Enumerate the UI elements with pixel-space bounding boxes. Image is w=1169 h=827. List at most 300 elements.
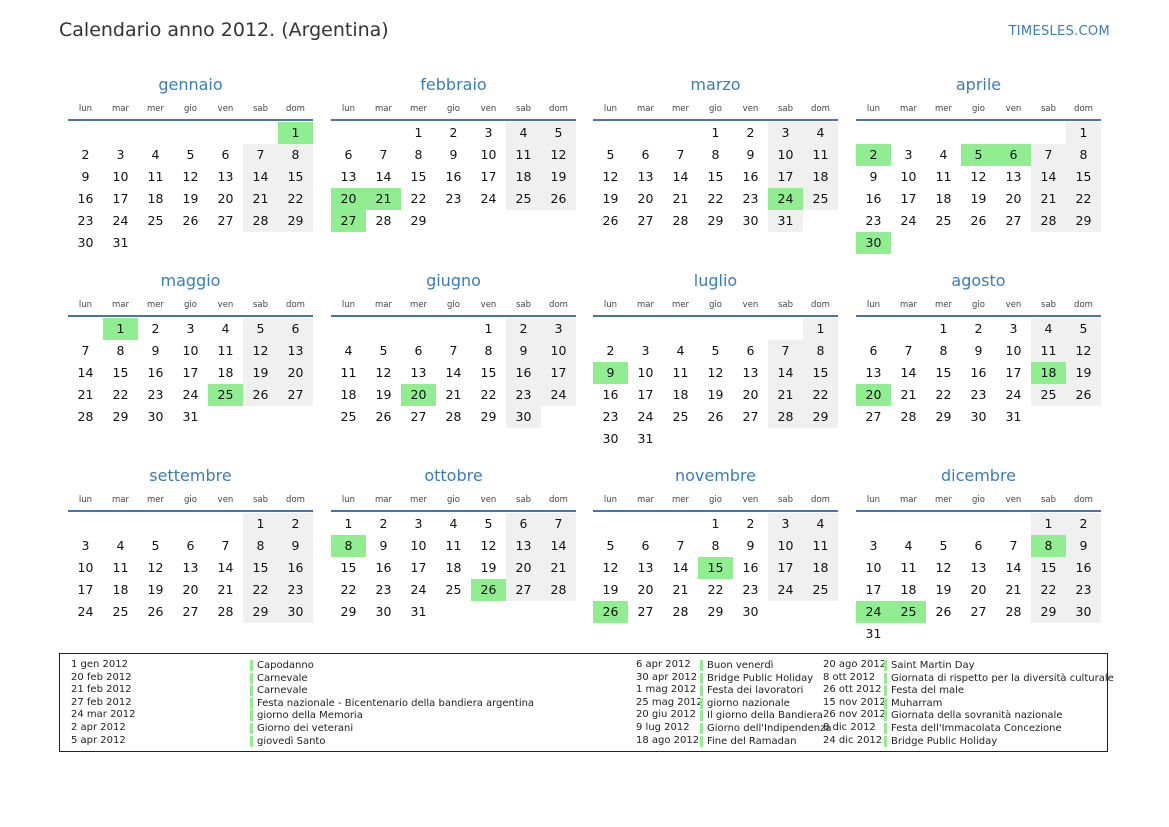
day-cell[interactable]: 3 bbox=[414, 516, 423, 531]
day-cell[interactable]: 1 bbox=[803, 318, 838, 340]
day-cell[interactable]: 26 bbox=[1066, 384, 1101, 406]
day-cell[interactable]: 11 bbox=[935, 169, 952, 184]
day-cell[interactable]: 15 bbox=[243, 557, 278, 579]
day-cell[interactable]: 2 bbox=[746, 125, 755, 140]
day-cell[interactable]: 10 bbox=[410, 538, 427, 553]
day-cell[interactable]: 18 bbox=[900, 582, 917, 597]
day-cell[interactable]: 31 bbox=[768, 210, 803, 232]
day-cell[interactable]: 21 bbox=[217, 582, 234, 597]
day-cell[interactable]: 31 bbox=[637, 431, 654, 446]
day-cell[interactable]: 14 bbox=[541, 535, 576, 557]
day-cell[interactable]: 2 bbox=[974, 321, 983, 336]
day-cell[interactable]: 5 bbox=[243, 318, 278, 340]
day-cell[interactable]: 13 bbox=[1005, 169, 1022, 184]
day-cell[interactable]: 4 bbox=[676, 343, 685, 358]
day-cell[interactable]: 29 bbox=[935, 409, 952, 424]
day-cell[interactable]: 18 bbox=[112, 582, 129, 597]
day-cell[interactable]: 7 bbox=[541, 513, 576, 535]
day-cell[interactable]: 23 bbox=[1066, 579, 1101, 601]
day-cell[interactable]: 16 bbox=[970, 365, 987, 380]
day-cell[interactable]: 17 bbox=[410, 560, 427, 575]
day-cell[interactable]: 28 bbox=[672, 604, 689, 619]
day-cell[interactable]: 8 bbox=[116, 343, 125, 358]
day-cell[interactable]: 10 bbox=[1005, 343, 1022, 358]
day-cell[interactable]: 2 bbox=[81, 147, 90, 162]
day-cell[interactable]: 10 bbox=[637, 365, 654, 380]
day-cell[interactable]: 21 bbox=[900, 387, 917, 402]
day-cell[interactable]: 17 bbox=[637, 387, 654, 402]
day-cell[interactable]: 16 bbox=[278, 557, 313, 579]
day-cell[interactable]: 23 bbox=[970, 387, 987, 402]
day-cell[interactable]: 8 bbox=[243, 535, 278, 557]
day-cell[interactable]: 7 bbox=[676, 538, 685, 553]
day-cell[interactable]: 26 bbox=[935, 604, 952, 619]
day-cell[interactable]: 21 bbox=[672, 191, 689, 206]
day-cell[interactable]: 25 bbox=[672, 409, 689, 424]
day-cell[interactable]: 25 bbox=[208, 384, 243, 406]
day-cell[interactable]: 14 bbox=[900, 365, 917, 380]
day-cell[interactable]: 29 bbox=[803, 406, 838, 428]
day-cell[interactable]: 14 bbox=[672, 169, 689, 184]
day-cell[interactable]: 7 bbox=[243, 144, 278, 166]
day-cell[interactable]: 29 bbox=[707, 604, 724, 619]
day-cell[interactable]: 28 bbox=[445, 409, 462, 424]
day-cell[interactable]: 8 bbox=[1066, 144, 1101, 166]
day-cell[interactable]: 25 bbox=[803, 579, 838, 601]
day-cell[interactable]: 27 bbox=[970, 604, 987, 619]
day-cell[interactable]: 17 bbox=[900, 191, 917, 206]
day-cell[interactable]: 21 bbox=[366, 188, 401, 210]
day-cell[interactable]: 5 bbox=[711, 343, 720, 358]
day-cell[interactable]: 8 bbox=[484, 343, 493, 358]
day-cell[interactable]: 18 bbox=[672, 387, 689, 402]
day-cell[interactable]: 12 bbox=[147, 560, 164, 575]
day-cell[interactable]: 3 bbox=[1009, 321, 1018, 336]
day-cell[interactable]: 24 bbox=[1005, 387, 1022, 402]
day-cell[interactable]: 18 bbox=[935, 191, 952, 206]
day-cell[interactable]: 24 bbox=[77, 604, 94, 619]
day-cell[interactable]: 11 bbox=[112, 560, 129, 575]
day-cell[interactable]: 5 bbox=[606, 538, 615, 553]
day-cell[interactable]: 26 bbox=[182, 213, 199, 228]
day-cell[interactable]: 25 bbox=[1031, 384, 1066, 406]
day-cell[interactable]: 20 bbox=[856, 384, 891, 406]
day-cell[interactable]: 9 bbox=[151, 343, 160, 358]
day-cell[interactable]: 6 bbox=[869, 343, 878, 358]
day-cell[interactable]: 20 bbox=[742, 387, 759, 402]
day-cell[interactable]: 31 bbox=[112, 235, 129, 250]
day-cell[interactable]: 16 bbox=[1066, 557, 1101, 579]
day-cell[interactable]: 27 bbox=[331, 210, 366, 232]
day-cell[interactable]: 29 bbox=[410, 213, 427, 228]
day-cell[interactable]: 19 bbox=[602, 191, 619, 206]
day-cell[interactable]: 12 bbox=[1066, 340, 1101, 362]
day-cell[interactable]: 16 bbox=[602, 387, 619, 402]
day-cell[interactable]: 20 bbox=[331, 188, 366, 210]
day-cell[interactable]: 13 bbox=[637, 169, 654, 184]
day-cell[interactable]: 13 bbox=[217, 169, 234, 184]
day-cell[interactable]: 29 bbox=[480, 409, 497, 424]
day-cell[interactable]: 18 bbox=[445, 560, 462, 575]
day-cell[interactable]: 4 bbox=[116, 538, 125, 553]
day-cell[interactable]: 9 bbox=[449, 147, 458, 162]
day-cell[interactable]: 1 bbox=[243, 513, 278, 535]
day-cell[interactable]: 15 bbox=[935, 365, 952, 380]
day-cell[interactable]: 25 bbox=[445, 582, 462, 597]
day-cell[interactable]: 6 bbox=[996, 144, 1031, 166]
day-cell[interactable]: 30 bbox=[77, 235, 94, 250]
day-cell[interactable]: 18 bbox=[506, 166, 541, 188]
day-cell[interactable]: 9 bbox=[593, 362, 628, 384]
day-cell[interactable]: 20 bbox=[637, 582, 654, 597]
day-cell[interactable]: 27 bbox=[637, 604, 654, 619]
day-cell[interactable]: 23 bbox=[742, 582, 759, 597]
day-cell[interactable]: 10 bbox=[480, 147, 497, 162]
day-cell[interactable]: 2 bbox=[506, 318, 541, 340]
day-cell[interactable]: 2 bbox=[606, 343, 615, 358]
day-cell[interactable]: 15 bbox=[1031, 557, 1066, 579]
day-cell[interactable]: 3 bbox=[768, 122, 803, 144]
day-cell[interactable]: 27 bbox=[742, 409, 759, 424]
day-cell[interactable]: 22 bbox=[1066, 188, 1101, 210]
day-cell[interactable]: 15 bbox=[480, 365, 497, 380]
day-cell[interactable]: 13 bbox=[340, 169, 357, 184]
day-cell[interactable]: 10 bbox=[768, 535, 803, 557]
day-cell[interactable]: 15 bbox=[803, 362, 838, 384]
day-cell[interactable]: 12 bbox=[375, 365, 392, 380]
day-cell[interactable]: 17 bbox=[1005, 365, 1022, 380]
day-cell[interactable]: 19 bbox=[541, 166, 576, 188]
day-cell[interactable]: 28 bbox=[375, 213, 392, 228]
day-cell[interactable]: 4 bbox=[344, 343, 353, 358]
day-cell[interactable]: 4 bbox=[221, 321, 230, 336]
day-cell[interactable]: 7 bbox=[1009, 538, 1018, 553]
day-cell[interactable]: 29 bbox=[278, 210, 313, 232]
day-cell[interactable]: 24 bbox=[768, 188, 803, 210]
day-cell[interactable]: 20 bbox=[1005, 191, 1022, 206]
day-cell[interactable]: 11 bbox=[672, 365, 689, 380]
day-cell[interactable]: 9 bbox=[746, 147, 755, 162]
day-cell[interactable]: 7 bbox=[676, 147, 685, 162]
day-cell[interactable]: 6 bbox=[221, 147, 230, 162]
day-cell[interactable]: 21 bbox=[672, 582, 689, 597]
day-cell[interactable]: 16 bbox=[445, 169, 462, 184]
day-cell[interactable]: 25 bbox=[147, 213, 164, 228]
day-cell[interactable]: 13 bbox=[865, 365, 882, 380]
day-cell[interactable]: 10 bbox=[900, 169, 917, 184]
day-cell[interactable]: 27 bbox=[182, 604, 199, 619]
day-cell[interactable]: 19 bbox=[147, 582, 164, 597]
day-cell[interactable]: 17 bbox=[480, 169, 497, 184]
day-cell[interactable]: 27 bbox=[278, 384, 313, 406]
day-cell[interactable]: 19 bbox=[480, 560, 497, 575]
day-cell[interactable]: 1 bbox=[711, 125, 720, 140]
day-cell[interactable]: 27 bbox=[410, 409, 427, 424]
day-cell[interactable]: 15 bbox=[707, 169, 724, 184]
day-cell[interactable]: 16 bbox=[865, 191, 882, 206]
day-cell[interactable]: 29 bbox=[1066, 210, 1101, 232]
day-cell[interactable]: 7 bbox=[221, 538, 230, 553]
day-cell[interactable]: 8 bbox=[414, 147, 423, 162]
day-cell[interactable]: 19 bbox=[935, 582, 952, 597]
day-cell[interactable]: 17 bbox=[541, 362, 576, 384]
day-cell[interactable]: 9 bbox=[81, 169, 90, 184]
day-cell[interactable]: 1 bbox=[939, 321, 948, 336]
day-cell[interactable]: 23 bbox=[602, 409, 619, 424]
day-cell[interactable]: 30 bbox=[742, 213, 759, 228]
day-cell[interactable]: 5 bbox=[1066, 318, 1101, 340]
day-cell[interactable]: 19 bbox=[970, 191, 987, 206]
day-cell[interactable]: 28 bbox=[217, 604, 234, 619]
day-cell[interactable]: 4 bbox=[449, 516, 458, 531]
day-cell[interactable]: 12 bbox=[182, 169, 199, 184]
day-cell[interactable]: 30 bbox=[742, 604, 759, 619]
day-cell[interactable]: 11 bbox=[900, 560, 917, 575]
day-cell[interactable]: 6 bbox=[414, 343, 423, 358]
day-cell[interactable]: 30 bbox=[1066, 601, 1101, 623]
day-cell[interactable]: 24 bbox=[768, 579, 803, 601]
day-cell[interactable]: 3 bbox=[869, 538, 878, 553]
day-cell[interactable]: 16 bbox=[375, 560, 392, 575]
day-cell[interactable]: 18 bbox=[340, 387, 357, 402]
day-cell[interactable]: 5 bbox=[939, 538, 948, 553]
day-cell[interactable]: 24 bbox=[480, 191, 497, 206]
day-cell[interactable]: 4 bbox=[803, 122, 838, 144]
day-cell[interactable]: 26 bbox=[471, 579, 506, 601]
day-cell[interactable]: 6 bbox=[278, 318, 313, 340]
day-cell[interactable]: 19 bbox=[243, 362, 278, 384]
day-cell[interactable]: 22 bbox=[112, 387, 129, 402]
day-cell[interactable]: 14 bbox=[1031, 166, 1066, 188]
day-cell[interactable]: 12 bbox=[602, 169, 619, 184]
day-cell[interactable]: 31 bbox=[410, 604, 427, 619]
day-cell[interactable]: 23 bbox=[445, 191, 462, 206]
day-cell[interactable]: 23 bbox=[147, 387, 164, 402]
day-cell[interactable]: 23 bbox=[278, 579, 313, 601]
day-cell[interactable]: 12 bbox=[480, 538, 497, 553]
day-cell[interactable]: 17 bbox=[77, 582, 94, 597]
day-cell[interactable]: 22 bbox=[480, 387, 497, 402]
day-cell[interactable]: 30 bbox=[147, 409, 164, 424]
day-cell[interactable]: 21 bbox=[541, 557, 576, 579]
day-cell[interactable]: 2 bbox=[449, 125, 458, 140]
day-cell[interactable]: 17 bbox=[112, 191, 129, 206]
day-cell[interactable]: 12 bbox=[243, 340, 278, 362]
day-cell[interactable]: 1 bbox=[414, 125, 423, 140]
day-cell[interactable]: 28 bbox=[768, 406, 803, 428]
day-cell[interactable]: 18 bbox=[803, 166, 838, 188]
day-cell[interactable]: 14 bbox=[77, 365, 94, 380]
day-cell[interactable]: 27 bbox=[217, 213, 234, 228]
day-cell[interactable]: 31 bbox=[865, 626, 882, 641]
day-cell[interactable]: 22 bbox=[1031, 579, 1066, 601]
day-cell[interactable]: 26 bbox=[602, 213, 619, 228]
day-cell[interactable]: 26 bbox=[243, 384, 278, 406]
day-cell[interactable]: 30 bbox=[375, 604, 392, 619]
day-cell[interactable]: 19 bbox=[375, 387, 392, 402]
day-cell[interactable]: 2 bbox=[278, 513, 313, 535]
day-cell[interactable]: 28 bbox=[1005, 604, 1022, 619]
day-cell[interactable]: 9 bbox=[974, 343, 983, 358]
day-cell[interactable]: 16 bbox=[742, 169, 759, 184]
day-cell[interactable]: 14 bbox=[243, 166, 278, 188]
day-cell[interactable]: 22 bbox=[340, 582, 357, 597]
day-cell[interactable]: 13 bbox=[742, 365, 759, 380]
day-cell[interactable]: 8 bbox=[939, 343, 948, 358]
day-cell[interactable]: 6 bbox=[746, 343, 755, 358]
day-cell[interactable]: 6 bbox=[641, 538, 650, 553]
day-cell[interactable]: 18 bbox=[1031, 362, 1066, 384]
day-cell[interactable]: 21 bbox=[243, 188, 278, 210]
day-cell[interactable]: 9 bbox=[278, 535, 313, 557]
day-cell[interactable]: 15 bbox=[340, 560, 357, 575]
day-cell[interactable]: 1 bbox=[344, 516, 353, 531]
day-cell[interactable]: 22 bbox=[243, 579, 278, 601]
day-cell[interactable]: 20 bbox=[506, 557, 541, 579]
day-cell[interactable]: 1 bbox=[711, 516, 720, 531]
day-cell[interactable]: 20 bbox=[182, 582, 199, 597]
day-cell[interactable]: 15 bbox=[278, 166, 313, 188]
day-cell[interactable]: 18 bbox=[803, 557, 838, 579]
day-cell[interactable]: 6 bbox=[974, 538, 983, 553]
day-cell[interactable]: 23 bbox=[865, 213, 882, 228]
day-cell[interactable]: 29 bbox=[1031, 601, 1066, 623]
day-cell[interactable]: 11 bbox=[803, 535, 838, 557]
day-cell[interactable]: 1 bbox=[1031, 513, 1066, 535]
day-cell[interactable]: 30 bbox=[602, 431, 619, 446]
day-cell[interactable]: 19 bbox=[707, 387, 724, 402]
day-cell[interactable]: 30 bbox=[278, 601, 313, 623]
day-cell[interactable]: 29 bbox=[112, 409, 129, 424]
day-cell[interactable]: 1 bbox=[484, 321, 493, 336]
day-cell[interactable]: 8 bbox=[711, 147, 720, 162]
day-cell[interactable]: 16 bbox=[742, 560, 759, 575]
day-cell[interactable]: 26 bbox=[707, 409, 724, 424]
day-cell[interactable]: 30 bbox=[506, 406, 541, 428]
day-cell[interactable]: 7 bbox=[449, 343, 458, 358]
day-cell[interactable]: 24 bbox=[112, 213, 129, 228]
day-cell[interactable]: 30 bbox=[970, 409, 987, 424]
day-cell[interactable]: 12 bbox=[707, 365, 724, 380]
day-cell[interactable]: 4 bbox=[506, 122, 541, 144]
day-cell[interactable]: 4 bbox=[904, 538, 913, 553]
day-cell[interactable]: 27 bbox=[1005, 213, 1022, 228]
day-cell[interactable]: 19 bbox=[1066, 362, 1101, 384]
day-cell[interactable]: 21 bbox=[77, 387, 94, 402]
day-cell[interactable]: 18 bbox=[147, 191, 164, 206]
day-cell[interactable]: 31 bbox=[182, 409, 199, 424]
day-cell[interactable]: 14 bbox=[1005, 560, 1022, 575]
day-cell[interactable]: 22 bbox=[278, 188, 313, 210]
day-cell[interactable]: 20 bbox=[970, 582, 987, 597]
day-cell[interactable]: 21 bbox=[445, 387, 462, 402]
day-cell[interactable]: 23 bbox=[77, 213, 94, 228]
day-cell[interactable]: 28 bbox=[77, 409, 94, 424]
day-cell[interactable]: 10 bbox=[865, 560, 882, 575]
day-cell[interactable]: 13 bbox=[278, 340, 313, 362]
day-cell[interactable]: 24 bbox=[856, 601, 891, 623]
day-cell[interactable]: 3 bbox=[541, 318, 576, 340]
day-cell[interactable]: 16 bbox=[77, 191, 94, 206]
day-cell[interactable]: 11 bbox=[217, 343, 234, 358]
day-cell[interactable]: 2 bbox=[746, 516, 755, 531]
day-cell[interactable]: 7 bbox=[768, 340, 803, 362]
day-cell[interactable]: 23 bbox=[375, 582, 392, 597]
day-cell[interactable]: 12 bbox=[935, 560, 952, 575]
day-cell[interactable]: 24 bbox=[900, 213, 917, 228]
day-cell[interactable]: 15 bbox=[698, 557, 733, 579]
day-cell[interactable]: 15 bbox=[410, 169, 427, 184]
day-cell[interactable]: 2 bbox=[1066, 513, 1101, 535]
day-cell[interactable]: 24 bbox=[637, 409, 654, 424]
day-cell[interactable]: 23 bbox=[506, 384, 541, 406]
day-cell[interactable]: 28 bbox=[900, 409, 917, 424]
day-cell[interactable]: 25 bbox=[112, 604, 129, 619]
day-cell[interactable]: 14 bbox=[217, 560, 234, 575]
day-cell[interactable]: 29 bbox=[340, 604, 357, 619]
day-cell[interactable]: 13 bbox=[506, 535, 541, 557]
day-cell[interactable]: 25 bbox=[803, 188, 838, 210]
day-cell[interactable]: 21 bbox=[1005, 582, 1022, 597]
day-cell[interactable]: 12 bbox=[970, 169, 987, 184]
day-cell[interactable]: 13 bbox=[182, 560, 199, 575]
day-cell[interactable]: 12 bbox=[541, 144, 576, 166]
day-cell[interactable]: 5 bbox=[379, 343, 388, 358]
day-cell[interactable]: 6 bbox=[186, 538, 195, 553]
day-cell[interactable]: 19 bbox=[602, 582, 619, 597]
day-cell[interactable]: 26 bbox=[147, 604, 164, 619]
day-cell[interactable]: 20 bbox=[217, 191, 234, 206]
day-cell[interactable]: 17 bbox=[768, 557, 803, 579]
day-cell[interactable]: 5 bbox=[484, 516, 493, 531]
day-cell[interactable]: 4 bbox=[151, 147, 160, 162]
day-cell[interactable]: 14 bbox=[375, 169, 392, 184]
day-cell[interactable]: 11 bbox=[803, 144, 838, 166]
day-cell[interactable]: 3 bbox=[81, 538, 90, 553]
day-cell[interactable]: 23 bbox=[742, 191, 759, 206]
day-cell[interactable]: 14 bbox=[672, 560, 689, 575]
day-cell[interactable]: 22 bbox=[935, 387, 952, 402]
day-cell[interactable]: 13 bbox=[410, 365, 427, 380]
day-cell[interactable]: 31 bbox=[1005, 409, 1022, 424]
day-cell[interactable]: 3 bbox=[641, 343, 650, 358]
day-cell[interactable]: 1 bbox=[278, 122, 313, 144]
day-cell[interactable]: 22 bbox=[707, 582, 724, 597]
day-cell[interactable]: 3 bbox=[186, 321, 195, 336]
day-cell[interactable]: 15 bbox=[1066, 166, 1101, 188]
day-cell[interactable]: 28 bbox=[672, 213, 689, 228]
day-cell[interactable]: 4 bbox=[1031, 318, 1066, 340]
day-cell[interactable]: 22 bbox=[803, 384, 838, 406]
day-cell[interactable]: 6 bbox=[506, 513, 541, 535]
day-cell[interactable]: 8 bbox=[803, 340, 838, 362]
day-cell[interactable]: 26 bbox=[970, 213, 987, 228]
day-cell[interactable]: 22 bbox=[410, 191, 427, 206]
day-cell[interactable]: 9 bbox=[506, 340, 541, 362]
day-cell[interactable]: 10 bbox=[182, 343, 199, 358]
day-cell[interactable]: 25 bbox=[506, 188, 541, 210]
day-cell[interactable]: 21 bbox=[768, 384, 803, 406]
day-cell[interactable]: 9 bbox=[1066, 535, 1101, 557]
day-cell[interactable]: 28 bbox=[541, 579, 576, 601]
day-cell[interactable]: 16 bbox=[506, 362, 541, 384]
day-cell[interactable]: 8 bbox=[331, 535, 366, 557]
day-cell[interactable]: 5 bbox=[961, 144, 996, 166]
day-cell[interactable]: 25 bbox=[891, 601, 926, 623]
day-cell[interactable]: 4 bbox=[803, 513, 838, 535]
day-cell[interactable]: 6 bbox=[344, 147, 353, 162]
day-cell[interactable]: 25 bbox=[935, 213, 952, 228]
